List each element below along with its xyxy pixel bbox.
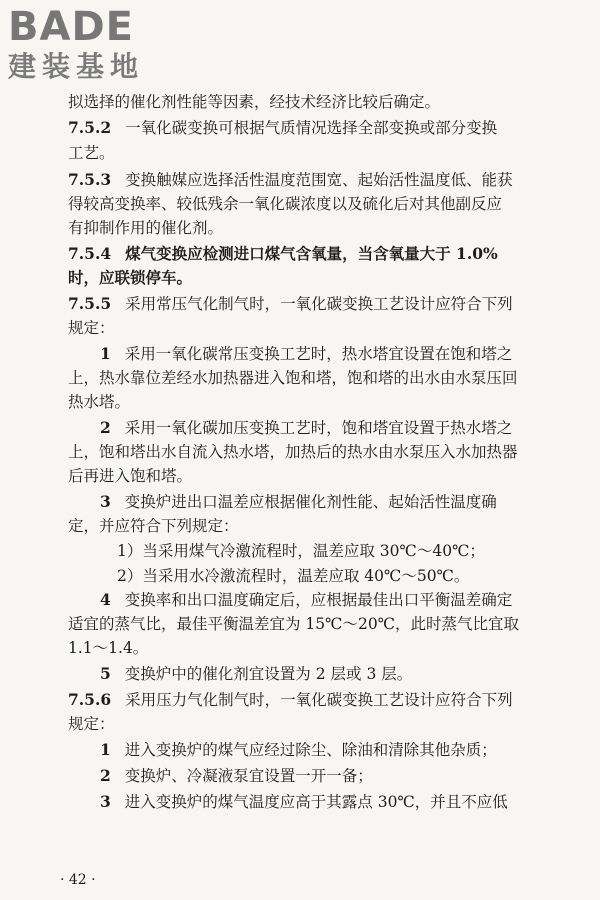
clause-text: 采用常压气化制气时，一氧化碳变换工艺设计应符合下列	[125, 295, 513, 313]
text-line: 定，并应符合下列规定：	[68, 517, 239, 535]
text-line: 工艺。	[68, 144, 115, 162]
text-line: 规定：	[68, 715, 115, 733]
clause-7-5-4	[68, 244, 498, 264]
sub-item: 2）当采用水冷激流程时，温差应取 40℃～50℃。	[117, 567, 470, 585]
text-line: 适宜的蒸气比，最佳平衡温差宜为 15℃～20℃，此时蒸气比宜取	[68, 615, 520, 633]
item-text: 变换炉进出口温差应根据催化剂性能、起始活性温度确	[124, 493, 497, 511]
clause-7-5-2	[68, 118, 497, 138]
clause-7-5-3	[68, 170, 513, 190]
clause-number: 7.5.6	[68, 690, 112, 709]
item-text: 变换率和出口温度确定后，应根据最佳出口平衡温差确定	[124, 591, 513, 609]
item-number: 2	[100, 418, 111, 437]
list-item	[100, 418, 512, 438]
item-number: 3	[100, 792, 111, 811]
text-line: 规定：	[68, 319, 115, 337]
clause-number: 7.5.3	[68, 170, 112, 189]
item-number: 4	[100, 590, 111, 609]
clause-text: 一氧化碳变换可根据气质情况选择全部变换或部分变换	[125, 119, 498, 137]
list-item	[100, 766, 373, 786]
text-line: 得较高变换率、较低残余一氧化碳浓度以及硫化后对其他副反应	[68, 195, 503, 213]
clause-text: 煤气变换应检测进口煤气含氧量，当含氧量大于 1.0%	[125, 244, 498, 263]
clause-text: 采用压力气化制气时，一氧化碳变换工艺设计应符合下列	[125, 691, 513, 709]
item-number: 3	[100, 492, 111, 511]
item-text: 变换炉中的催化剂宜设置为 2 层或 3 层。	[124, 665, 413, 683]
list-item	[100, 740, 497, 760]
clause-7-5-5	[68, 294, 513, 314]
text-line: 后再进入饱和塔。	[68, 467, 193, 485]
text-line: 拟选择的催化剂性能等因素，经技术经济比较后确定。	[68, 93, 441, 111]
item-text: 进入变换炉的煤气温度应高于其露点 30℃，并且不应低	[124, 793, 508, 811]
item-text: 采用一氧化碳常压变换工艺时，热水塔宜设置在饱和塔之	[124, 345, 513, 363]
logo-subtitle: 建装基地	[8, 50, 145, 83]
list-item	[100, 344, 512, 364]
logo-wordmark: BADE	[8, 4, 134, 50]
text-line: 上，热水靠位差经水加热器进入饱和塔，饱和塔的出水由水泵压回	[68, 369, 518, 387]
text-line: 热水塔。	[68, 393, 131, 411]
item-text: 进入变换炉的煤气应经过除尘、除油和清除其他杂质；	[124, 741, 497, 759]
text-line: 有抑制作用的催化剂。	[68, 219, 224, 237]
sub-item: 1）当采用煤气冷激流程时，温差应取 30℃～40℃；	[117, 542, 485, 560]
item-number: 2	[100, 766, 111, 785]
clause-number: 7.5.5	[68, 294, 112, 313]
text-line: 时，应联锁停车。	[68, 268, 193, 287]
clause-number: 7.5.2	[68, 118, 112, 137]
list-item	[100, 492, 497, 512]
item-text: 变换炉、冷凝液泵宜设置一开一备；	[124, 767, 373, 785]
clause-7-5-6	[68, 690, 513, 710]
clause-text: 变换触媒应选择活性温度范围宽、起始活性温度低、能获	[125, 171, 513, 189]
item-text: 采用一氧化碳加压变换工艺时，饱和塔宜设置于热水塔之	[124, 419, 513, 437]
item-number: 5	[100, 664, 111, 683]
list-item	[100, 664, 412, 684]
list-item	[100, 792, 508, 812]
list-item	[100, 590, 512, 610]
text-line: 上，饱和塔出水自流入热水塔，加热后的热水由水泵压入水加热器	[68, 443, 518, 461]
item-number: 1	[100, 740, 111, 759]
page-number: · 42 ·	[60, 872, 96, 888]
text-line: 1.1～1.4。	[68, 639, 149, 657]
clause-number: 7.5.4	[68, 244, 112, 263]
item-number: 1	[100, 344, 111, 363]
